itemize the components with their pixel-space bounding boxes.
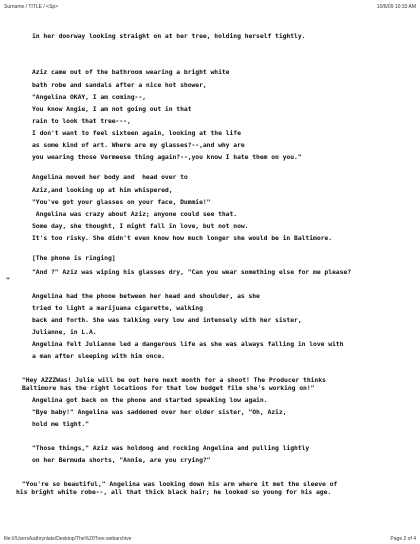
text-line: I don't want to feel sixteen again, looking at the life — [32, 129, 241, 137]
text-line: [The phone is ringing] — [32, 254, 116, 262]
text-line: You know Angie, I am not going out in that — [32, 105, 192, 113]
text-line: his bright white robe--, all that thick black hair; he looked so young for his age. — [16, 488, 332, 496]
text-line: Aziz,and looking up at him whispered, — [32, 186, 173, 194]
text-line: Some day, she thought, I might fall in love, but not now. — [32, 222, 249, 230]
text-line: "You've got your glasses on your face, Dummie!" — [32, 198, 211, 206]
text-line: rain to look that tree---, — [32, 117, 131, 125]
footer-file-path: file:///Users/kathrynlate/Desktop/The%20Tree.webarchive — [4, 536, 132, 542]
text-line: on her Bermuda shorts, "Annie, are you crying?" — [32, 456, 211, 464]
text-line: "Bye baby!" Angelina was saddened over her older sister, "Oh, Aziz, — [32, 408, 287, 416]
text-line: " — [6, 276, 10, 284]
text-line: "Those things," Aziz was holdong and rocking Angelina and pulling lightly — [32, 444, 310, 452]
text-line: hold me tight." — [32, 420, 89, 428]
text-line: Angelina was crazy about Aziz; anyone could see that. — [32, 210, 238, 218]
text-line: in her doorway looking straight on at her tree, holding herself tightly. — [32, 32, 306, 40]
text-line: Aziz came out of the bathroom wearing a bright white — [32, 68, 230, 76]
footer-page-number: Page 2 of 4 — [390, 536, 416, 542]
text-line: Angelina felt Julianne led a dangerous life as she was always falling in love with — [32, 340, 344, 348]
text-line: back and forth. She was talking very low and intensely with her sister, — [32, 316, 302, 324]
text-line: Baltimore has the right locations for that low budget film she's working on!" — [22, 384, 315, 392]
text-line: Julianne, in L.A. — [32, 328, 97, 336]
text-line: "Angelina OKAY, I am coming--, — [32, 93, 146, 101]
text-line: "You're so beautiful," Angelina was looking down his arm where it met the sleeve of — [22, 480, 338, 488]
header-timestamp: 10/6/09 10:33 AM — [376, 4, 416, 10]
text-line: "And ?" Aziz was wiping his glasses dry, "Can you wear something else for me please? — [32, 268, 351, 276]
text-line: Angelina got back on the phone and started speaking low again. — [32, 396, 268, 404]
text-line: a man after sleeping with him once. — [32, 352, 165, 360]
text-line: bath robe and sandals after a nice hot shower, — [32, 81, 207, 89]
text-line: you wearing those Vermeese thing again?--,you know I hate them on you." — [32, 153, 302, 161]
text-line: Angelina moved her body and head over to — [32, 173, 188, 181]
print-footer — [4, 536, 416, 542]
text-line: tried to light a marijuana cigarette, walking — [32, 304, 203, 312]
text-line: Angelina had the phone between her head and shoulder, as she — [32, 292, 260, 300]
text-line: as some kind of art. Where are my glasses?--,and why are — [32, 141, 245, 149]
text-line: It's too risky. She didn't even know how much longer she would be in Baltimore. — [32, 234, 333, 242]
header-title: Surname / TITLE / <Sp> — [4, 4, 59, 10]
text-line: "Hey AZZZWas! Julie will be out here next month for a shoot! The Producer thinks — [22, 376, 326, 384]
